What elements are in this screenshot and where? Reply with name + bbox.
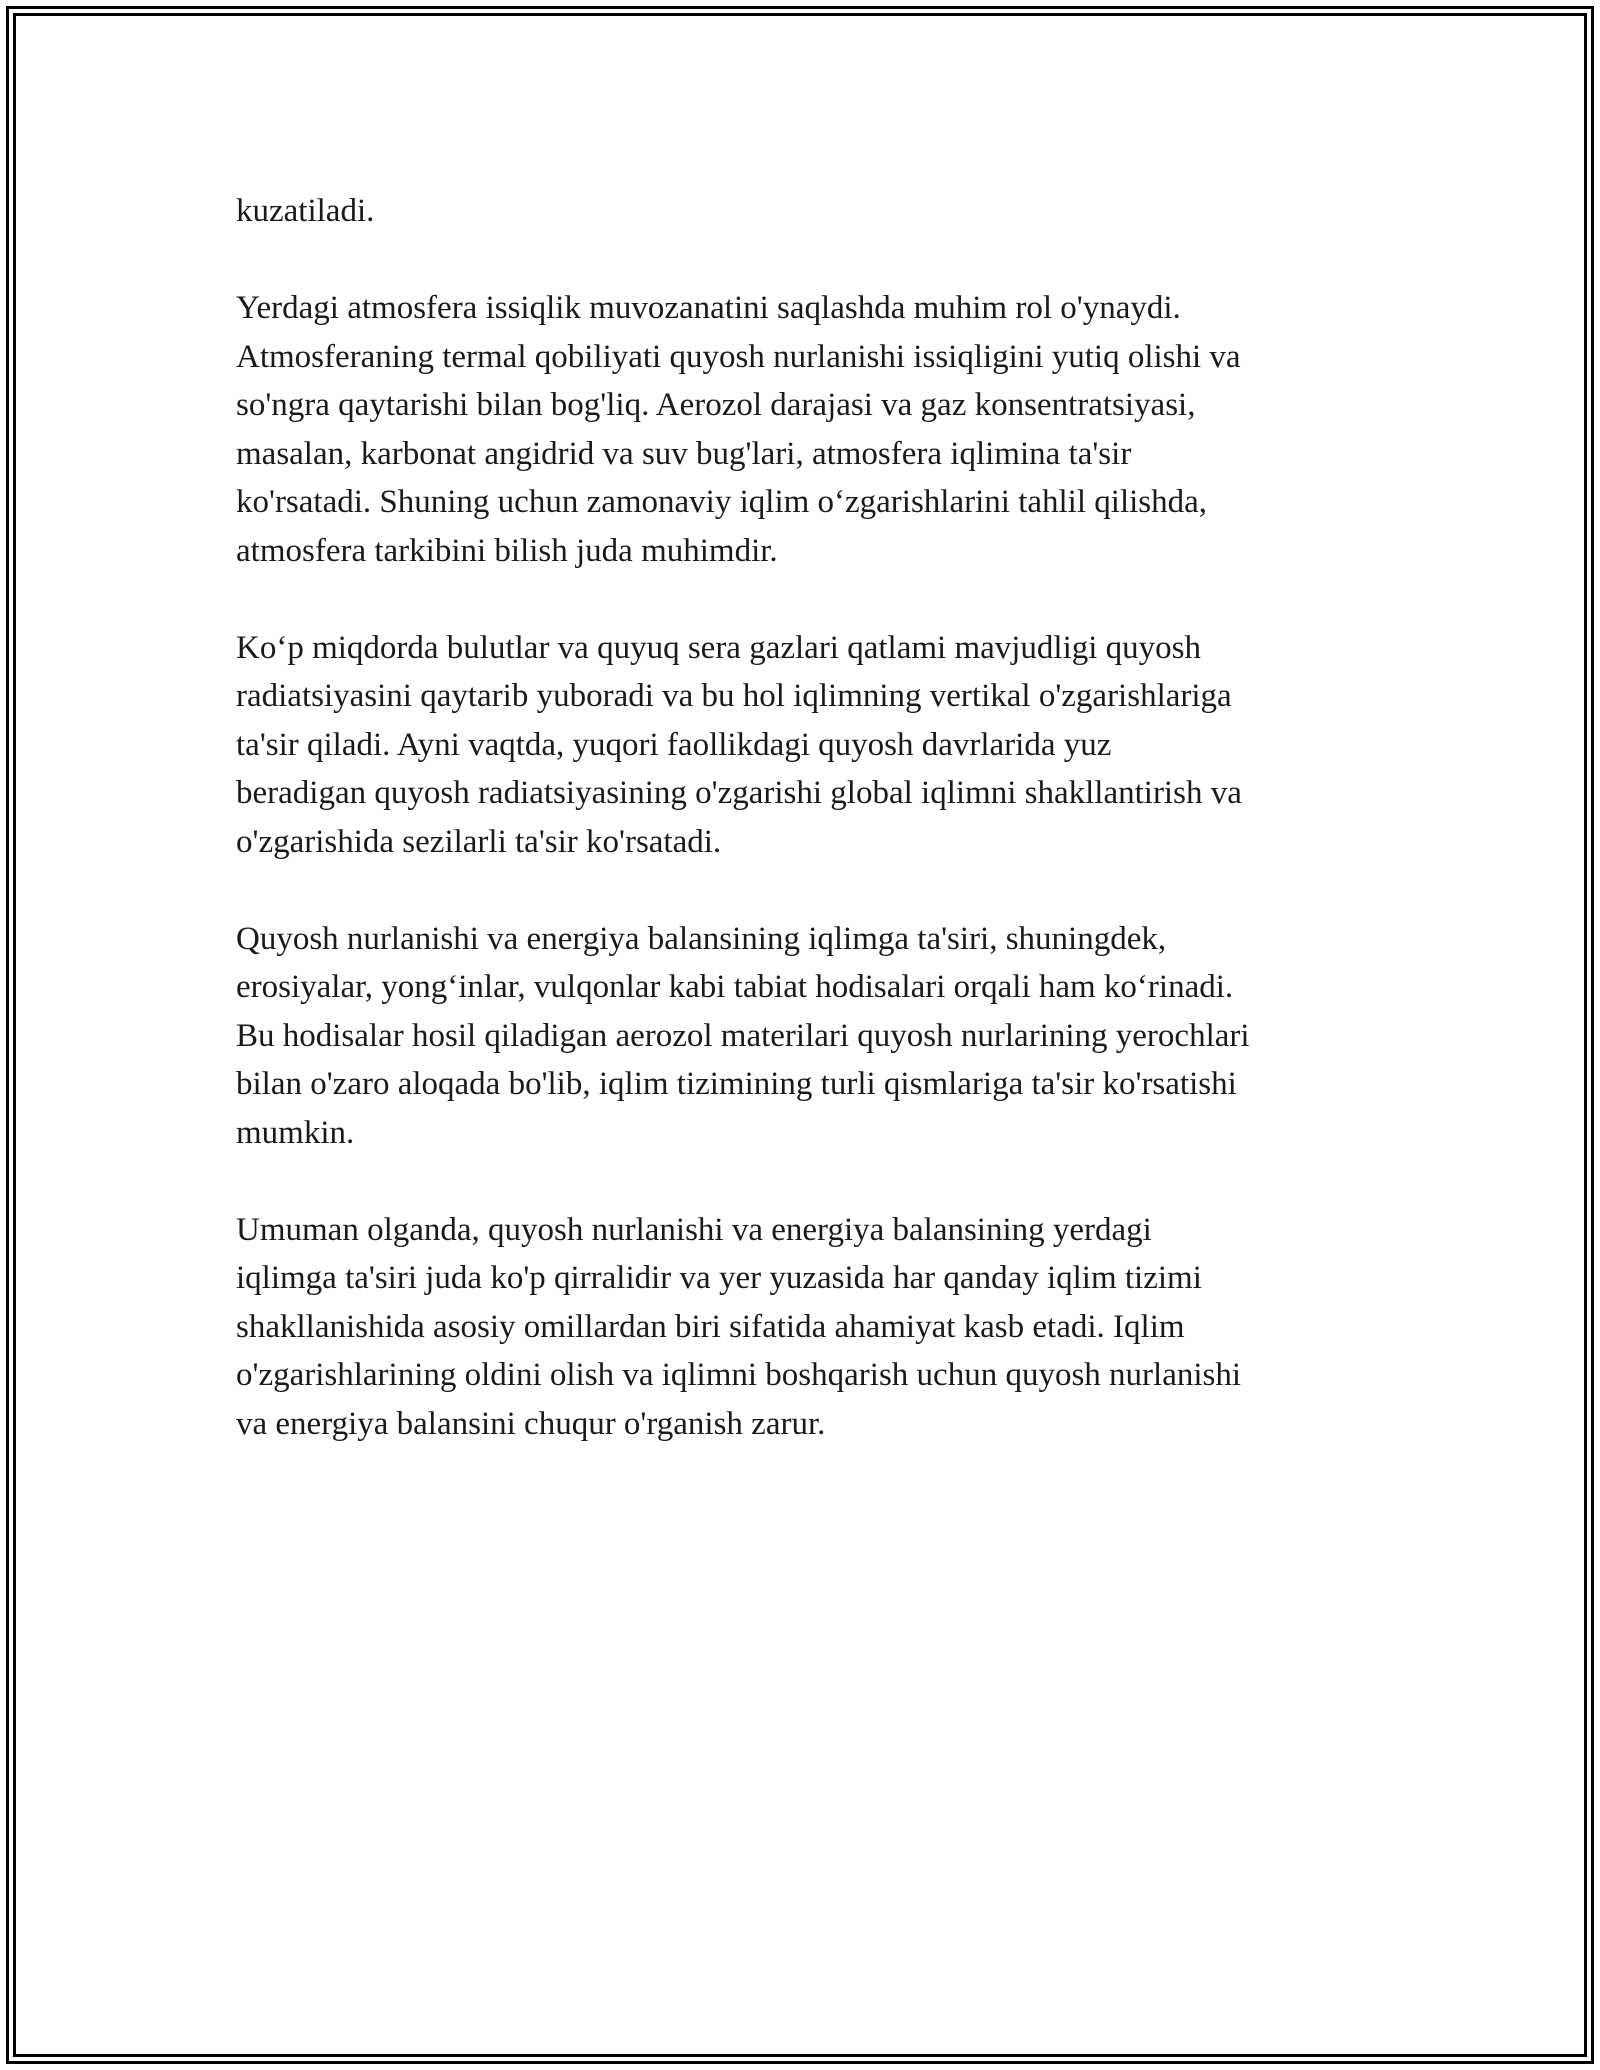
- paragraph-clouds-greenhouse-gases: Ko‘p miqdorda bulutlar va quyuq sera gazlari qatlami mavjudligi quyosh radiatsiyasini qaytarib yuboradi va bu hol iqlimning vertikal o'zgarishlariga ta'sir qiladi. Ayni vaqtda, yuqori faollikdagi quyosh davrlarida yuz beradigan quyosh radiatsiyasining o'zgarishi global iqlimni shakllantirish va o'zgarishida sezilarli ta'sir ko'rsatadi.: [236, 629, 1242, 860]
- paragraph-continuation: kuzatiladi.: [236, 193, 375, 229]
- document-body: [236, 187, 1376, 1497]
- paragraph-atmosphere-heat-balance: Yerdagi atmosfera issiqlik muvozanatini saqlashda muhim rol o'ynaydi. Atmosferaning termal qobiliyati quyosh nurlanishi issiqligini yutiq olishi va so'ngra qaytarishi bilan bog'liq. Aerozol darajasi va gaz konsentratsiyasi, masalan, karbonat angidrid va suv bug'lari, atmosfera iqlimina ta'sir ko'rsatadi. Shuning uchun zamonaviy iqlim o‘zgarishlarini tahlil qilishda, atmosfera tarkibini bilish juda muhimdir.: [236, 290, 1241, 569]
- paragraph-conclusion: Umuman olganda, quyosh nurlanishi va energiya balansining yerdagi iqlimga ta'siri juda ko'p qirralidir va yer yuzasida har qanday iqlim tizimi shakllanishida asosiy omillardan biri sifatida ahamiyat kasb etadi. Iqlim o'zgarishlarining oldini olish va iqlimni boshqarish uchun quyosh nurlanishi va energiya balansini chuqur o'rganish zarur.: [236, 1211, 1242, 1442]
- paragraph-natural-phenomena: Quyosh nurlanishi va energiya balansining iqlimga ta'siri, shuningdek, erosiyalar, yong‘inlar, vulqonlar kabi tabiat hodisalari orqali ham ko‘rinadi. Bu hodisalar hosil qiladigan aerozol materilari quyosh nurlarining yerochlari bilan o'zaro aloqada bo'lib, iqlim tizimining turli qismlariga ta'sir ko'rsatishi mumkin.: [236, 920, 1250, 1151]
